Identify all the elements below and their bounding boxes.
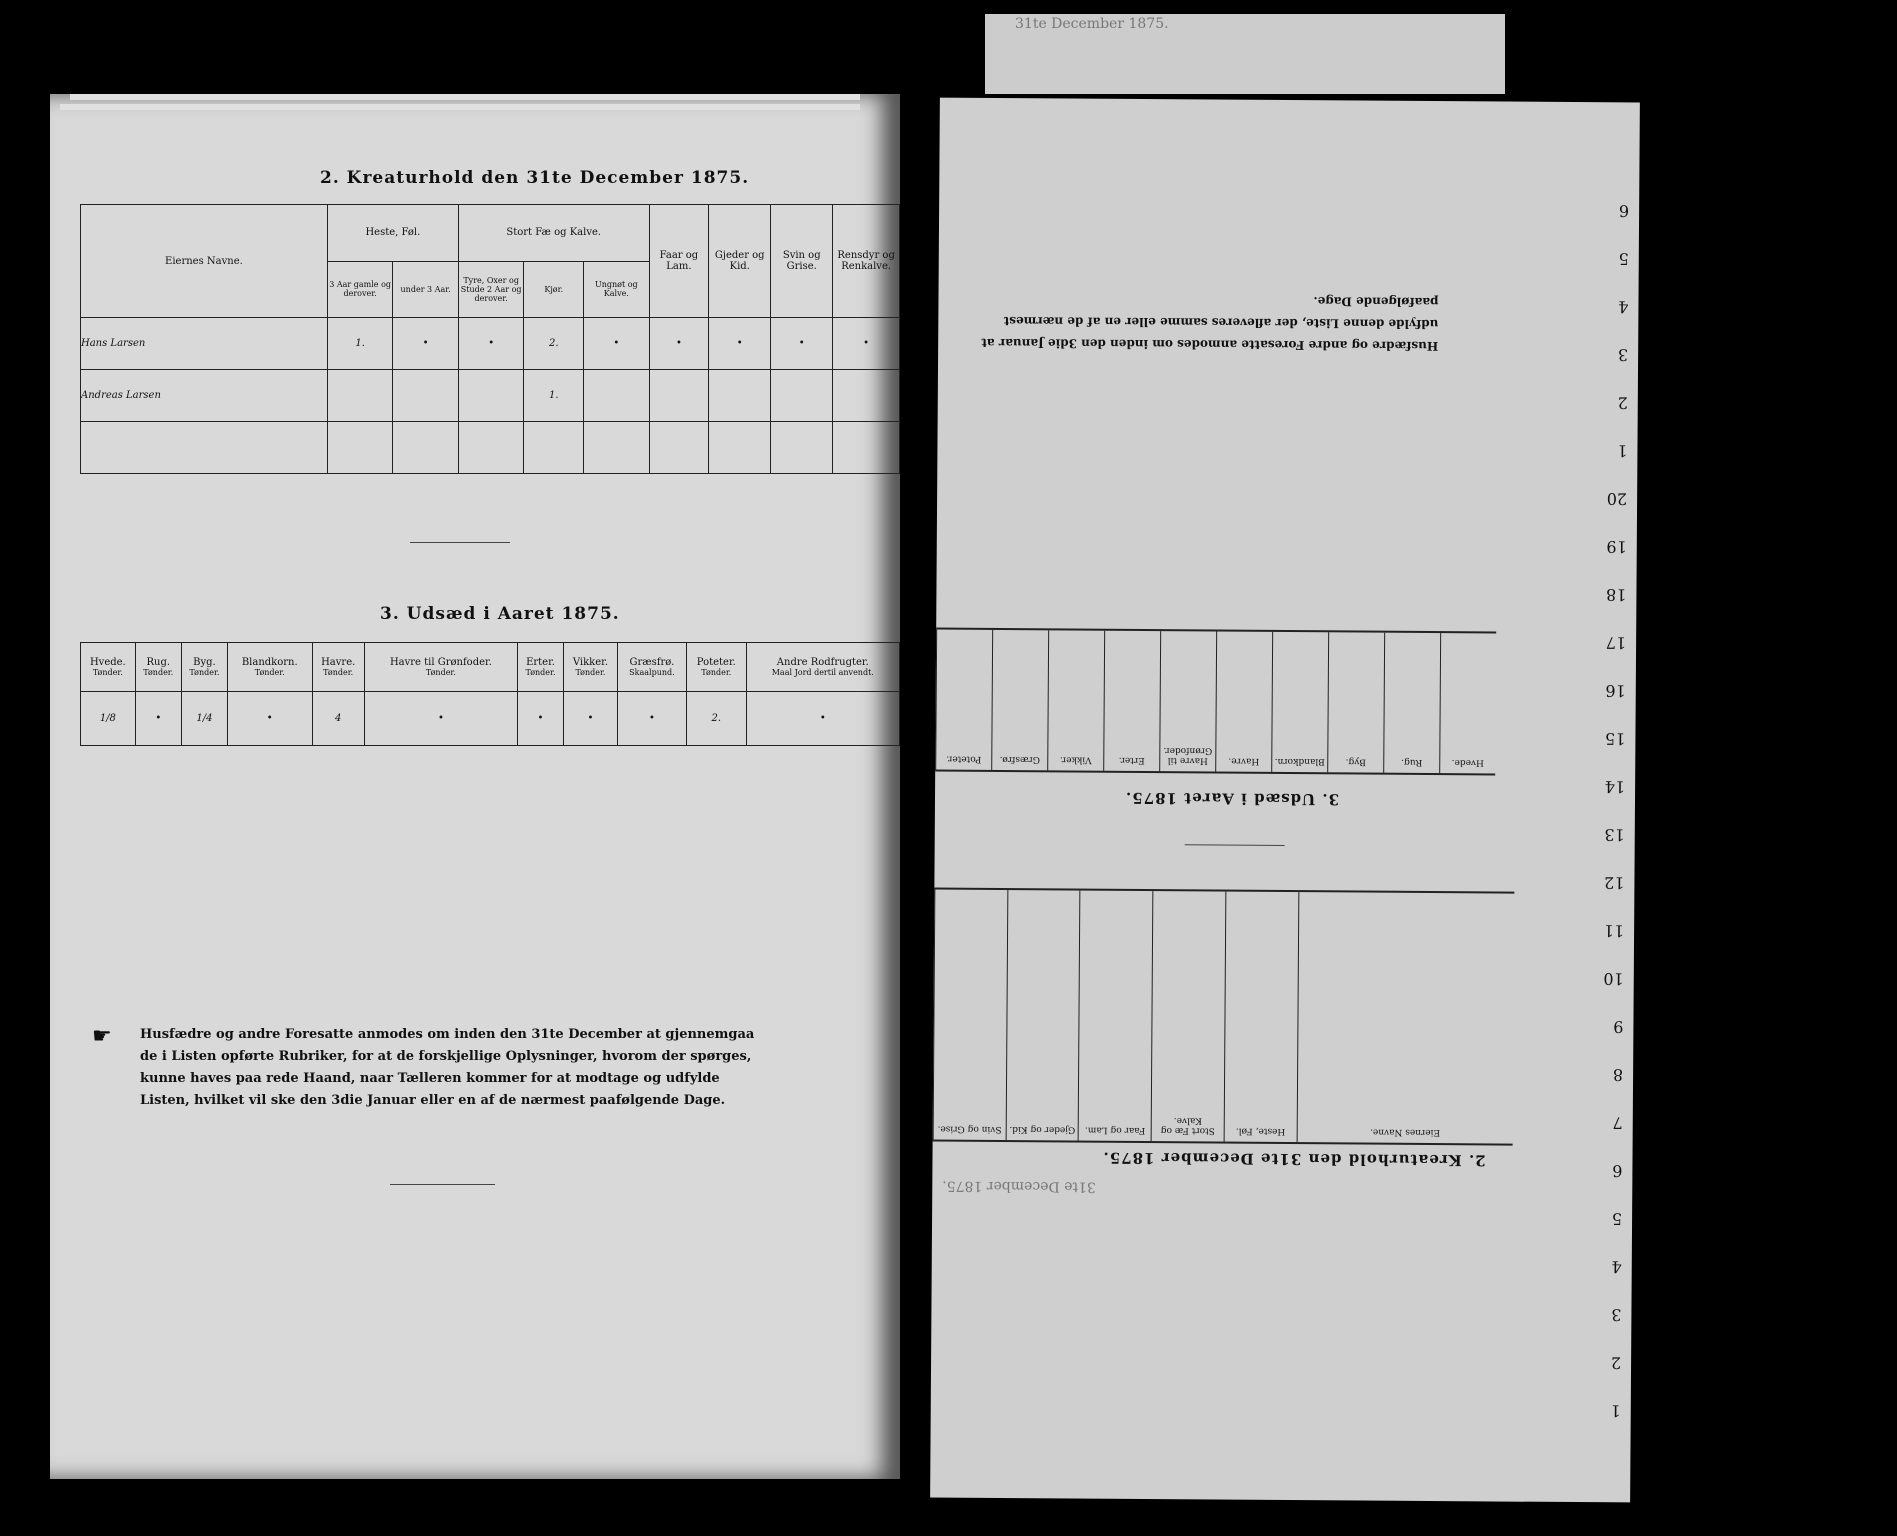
seed-col-label: Havre. (321, 657, 356, 669)
flipped-seed-columns (935, 630, 1496, 774)
owner-name: Andreas Larsen (81, 370, 328, 422)
seed-value: 2. (687, 692, 747, 746)
col-gjeder: Gjeder og Kid. (709, 205, 771, 318)
flipped-livestock-col: Heste, Føl. (1224, 892, 1298, 1143)
flipped-seed-col: Erter. (1103, 631, 1160, 771)
seed-col-label: Poteter. (696, 657, 736, 669)
seed-value: • (364, 692, 517, 746)
seed-value: • (746, 692, 899, 746)
seed-value: 1/8 (81, 692, 136, 746)
col-stort-c: Ungnøt og Kalve. (584, 261, 650, 318)
seed-col-header (517, 643, 563, 692)
seed-col-header (687, 643, 747, 692)
cell: • (458, 318, 524, 370)
flipped-seed-table (935, 628, 1496, 776)
seed-table (80, 642, 900, 746)
seed-col-header (564, 643, 618, 692)
pointing-hand-icon: ☛ (92, 1024, 112, 1049)
seed-col-label: Græsfrø. (629, 657, 675, 669)
right-page (930, 98, 1640, 1503)
seed-col-unit: Skaalpund. (629, 668, 675, 678)
seed-value: • (617, 692, 686, 746)
page-edge (60, 104, 860, 110)
seed-col-header (312, 643, 364, 692)
seed-col-unit: Tønder. (701, 668, 732, 678)
cell: • (833, 318, 900, 370)
table-row (81, 422, 900, 474)
seed-col-label: Hvede. (89, 657, 126, 669)
seed-col-header (746, 643, 899, 692)
col-heste-a: 3 Aar gamle og derover. (327, 261, 393, 318)
col-eiernes-navne: Eiernes Navne. (81, 205, 328, 318)
row-number: 1 (1610, 1401, 1621, 1421)
seed-value-row (81, 692, 900, 746)
flipped-livestock-col: Faar og Lam. (1078, 891, 1152, 1142)
cell (393, 370, 459, 422)
row-number: 14 (1604, 777, 1626, 797)
flipped-seed-col: Havre. (1215, 632, 1272, 772)
row-number: 16 (1605, 681, 1626, 701)
seed-col-label: Blandkorn. (241, 657, 298, 669)
row-number: 18 (1606, 585, 1627, 605)
seed-col-label: Erter. (526, 657, 555, 669)
table-row (81, 370, 900, 422)
seed-col-header (135, 643, 181, 692)
seed-value: • (135, 692, 181, 746)
col-faar: Faar og Lam. (649, 205, 709, 318)
col-stort: Stort Fæ og Kalve. (458, 205, 649, 262)
livestock-table (80, 204, 900, 474)
seed-col-label: Andre Rodfrugter. (776, 657, 869, 669)
cell (584, 370, 650, 422)
cell (709, 370, 771, 422)
flipped-seed-col: Græsfrø. (991, 630, 1048, 770)
seed-col-unit: Tønder. (525, 668, 556, 678)
divider (1185, 844, 1285, 846)
seed-value: • (228, 692, 313, 746)
row-number: 4 (1611, 1257, 1622, 1277)
col-stort-a: Tyre, Oxer og Stude 2 Aar og derover. (458, 261, 524, 318)
row-number: 20 (1606, 489, 1628, 509)
flipped-seed-col: Havre til Grønfoder. (1159, 631, 1216, 771)
cell: 2. (524, 318, 584, 370)
col-heste: Heste, Føl. (327, 205, 458, 262)
section2-title: 2. Kreaturhold den 31te December 1875. (320, 168, 750, 188)
flipped-section3-title: 3. Udsæd i Aaret 1875. (1124, 788, 1340, 809)
seed-col-unit: Tønder. (143, 668, 174, 678)
flipped-note: Husfædre og andre Foresatte anmodes om inden den 3die Januar at udfylde denne Liste, der afleveres samme eller en af de nærmest paafølgende Dage. (981, 294, 1439, 354)
row-number: 1 (1617, 441, 1628, 461)
row-number: 17 (1605, 633, 1627, 653)
row-number: 19 (1606, 537, 1627, 557)
seed-value: 4 (312, 692, 364, 746)
seed-col-label: Byg. (193, 657, 216, 669)
seed-col-label: Rug. (146, 657, 171, 669)
seed-col-unit: Tønder. (575, 668, 606, 678)
cell (327, 370, 393, 422)
seed-col-header (364, 643, 517, 692)
table-row (81, 318, 900, 370)
row-number: 5 (1611, 1209, 1623, 1229)
flipped-seed-col: Hvede. (1439, 633, 1496, 773)
row-number: 3 (1611, 1305, 1622, 1325)
row-number: 7 (1612, 1113, 1623, 1133)
flipped-seed-col: Blandkorn. (1271, 632, 1328, 772)
row-number: 6 (1618, 201, 1630, 221)
row-number-column (1561, 172, 1630, 1420)
seed-value: • (564, 692, 618, 746)
col-svin: Svin og Grise. (771, 205, 833, 318)
col-stort-b: Kjør. (524, 261, 584, 318)
seed-col-header (617, 643, 686, 692)
flipped-livestock-columns (933, 890, 1515, 1144)
top-strip-text: 31te December 1875. (1015, 16, 1169, 32)
cell: 1. (327, 318, 393, 370)
row-number: 6 (1612, 1161, 1623, 1181)
col-heste-b: under 3 Aar. (393, 261, 459, 318)
seed-col-header (181, 643, 227, 692)
seed-value: 1/4 (181, 692, 227, 746)
cell: • (649, 318, 709, 370)
page-edge (70, 94, 860, 100)
cell (458, 370, 524, 422)
seed-col-label: Vikker. (572, 657, 609, 669)
seed-header-row (81, 643, 900, 692)
row-number: 12 (1604, 873, 1625, 893)
cell: • (709, 318, 771, 370)
flipped-livestock-col: Gjeder og Kid. (1005, 890, 1079, 1141)
bottom-strip-text: 31te December 1875. (942, 1177, 1096, 1195)
seed-col-header (228, 643, 313, 692)
flipped-seed-col: Vikker. (1047, 630, 1104, 770)
seed-col-unit: Tønder. (254, 668, 285, 678)
owner-name: Hans Larsen (81, 318, 328, 370)
seed-col-label: Havre til Grønfoder. (389, 657, 492, 669)
cell (833, 370, 900, 422)
row-number: 3 (1617, 345, 1629, 365)
flipped-livestock-col: Svin og Grise. (933, 890, 1007, 1141)
seed-col-header (81, 643, 136, 692)
row-number: 10 (1603, 969, 1624, 989)
flipped-livestock-col: Eiernes Navne. (1296, 892, 1514, 1144)
cell: 1. (524, 370, 584, 422)
row-number: 2 (1617, 393, 1628, 413)
seed-col-unit: Tønder. (323, 668, 354, 678)
flipped-seed-col: Poteter. (935, 630, 992, 770)
cell (649, 370, 709, 422)
flipped-seed-col: Rug. (1383, 633, 1440, 773)
row-number: 15 (1605, 729, 1626, 749)
row-number: 4 (1618, 297, 1629, 317)
section3-title: 3. Udsæd i Aaret 1875. (380, 604, 620, 624)
flipped-livestock-table (933, 888, 1515, 1146)
seed-value: • (517, 692, 563, 746)
row-number: 13 (1604, 825, 1625, 845)
instruction-note: Husfædre og andre Foresatte anmodes om inden den 31te December at gjennemgaa de i Listen opførte Rubriker, for at de forskjellige Oplysninger, hvorom der spørges, kunne haves paa rede Haand, naar Tælleren kommer for at modtage og udfylde Listen, hvilket vil ske den 3die Januar eller en af de nærmest paafølgende Dage. (140, 1027, 755, 1108)
seed-col-unit: Maal Jord dertil anvendt. (771, 668, 874, 678)
col-rensdyr: Rensdyr og Renkalve. (833, 205, 900, 318)
flipped-section2-title: 2. Kreaturhold den 31te December 1875. (1102, 1148, 1486, 1170)
stacked-page-edges (985, 14, 1505, 94)
divider (410, 542, 510, 543)
row-numbers (1561, 172, 1630, 1420)
flipped-livestock-col: Stort Fæ og Kalve. (1151, 891, 1225, 1142)
row-number: 5 (1618, 249, 1629, 269)
seed-col-unit: Tønder. (425, 668, 456, 678)
row-number: 2 (1610, 1353, 1622, 1373)
left-page (50, 94, 900, 1479)
row-number: 11 (1603, 921, 1625, 941)
seed-col-unit: Tønder. (92, 668, 123, 678)
seed-col-unit: Tønder. (189, 668, 220, 678)
cell: • (584, 318, 650, 370)
row-number: 8 (1612, 1065, 1624, 1085)
row-number: 9 (1613, 1017, 1624, 1037)
cell: • (771, 318, 833, 370)
cell: • (393, 318, 459, 370)
cell (771, 370, 833, 422)
divider (390, 1184, 495, 1185)
flipped-seed-col: Byg. (1327, 632, 1384, 772)
